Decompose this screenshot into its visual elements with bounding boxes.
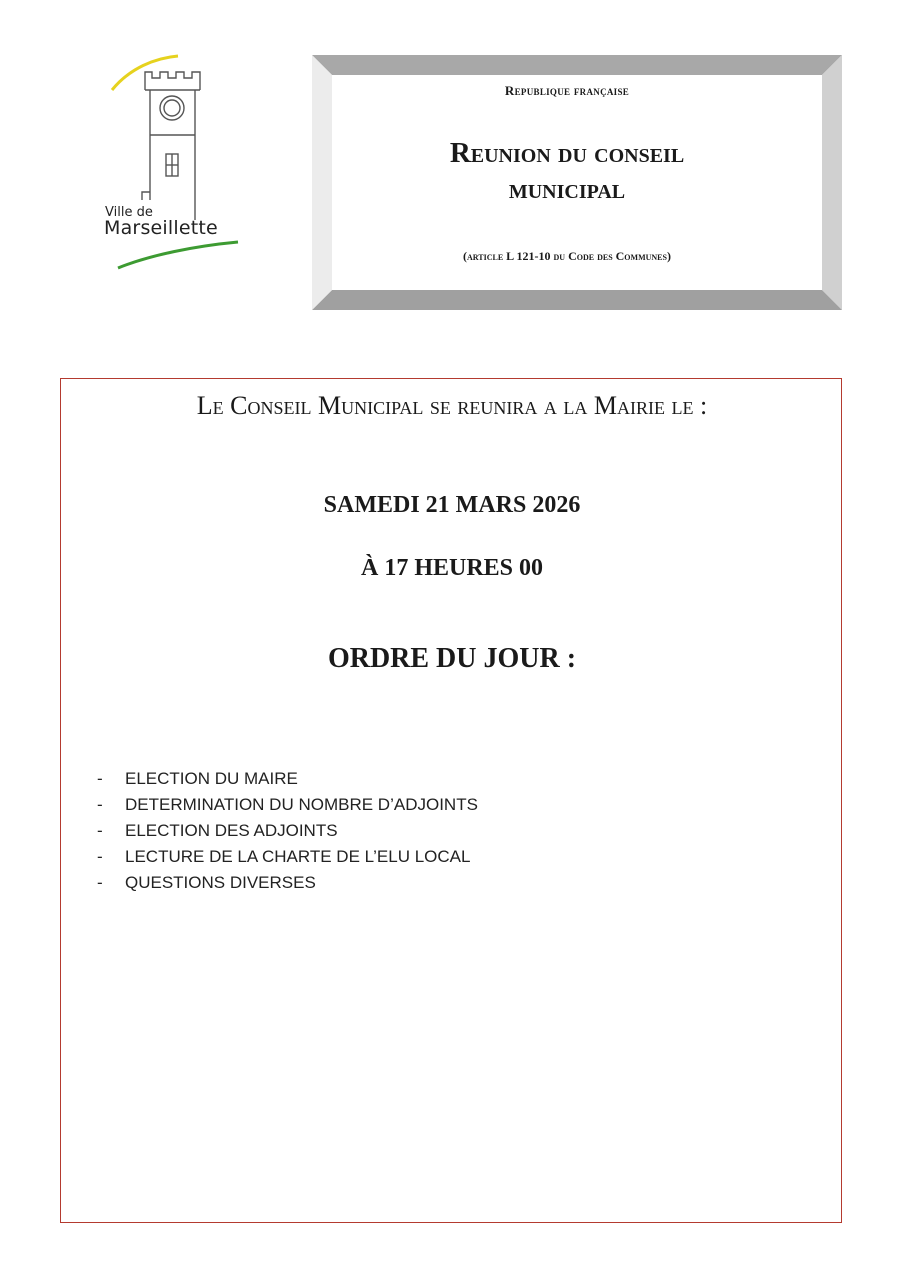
republic-label: Republique française xyxy=(504,83,630,98)
list-item: - ELECTION DU MAIRE xyxy=(97,769,298,788)
title-line-1: Reunion du conseil xyxy=(449,137,685,169)
list-item: - QUESTIONS DIVERSES xyxy=(97,873,316,892)
town-logo xyxy=(100,50,250,280)
logo-ville-de: Ville de xyxy=(105,205,153,220)
meeting-date: SAMEDI 21 MARS 2026 xyxy=(323,492,581,518)
agenda-title: ORDRE DU JOUR : xyxy=(327,643,577,674)
meeting-time: À 17 HEURES 00 xyxy=(360,555,544,581)
list-item: - ELECTION DES ADJOINTS xyxy=(97,821,338,840)
notice-intro: Le Conseil Municipal se reunira a la Mairie le : xyxy=(196,391,708,420)
tower-icon xyxy=(100,50,250,280)
meeting-title xyxy=(312,135,822,207)
header-frame xyxy=(312,55,842,310)
notice-panel xyxy=(60,378,842,1223)
list-item: - LECTURE DE LA CHARTE DE L’ELU LOCAL xyxy=(97,847,471,866)
agenda-list xyxy=(97,766,478,896)
logo-town-name: Marseillette xyxy=(104,217,218,239)
list-item: - DETERMINATION DU NOMBRE D’ADJOINTS xyxy=(97,795,478,814)
article-reference: (article L 121-10 du Code des Communes) xyxy=(463,249,671,263)
title-line-2: municipal xyxy=(508,173,626,205)
